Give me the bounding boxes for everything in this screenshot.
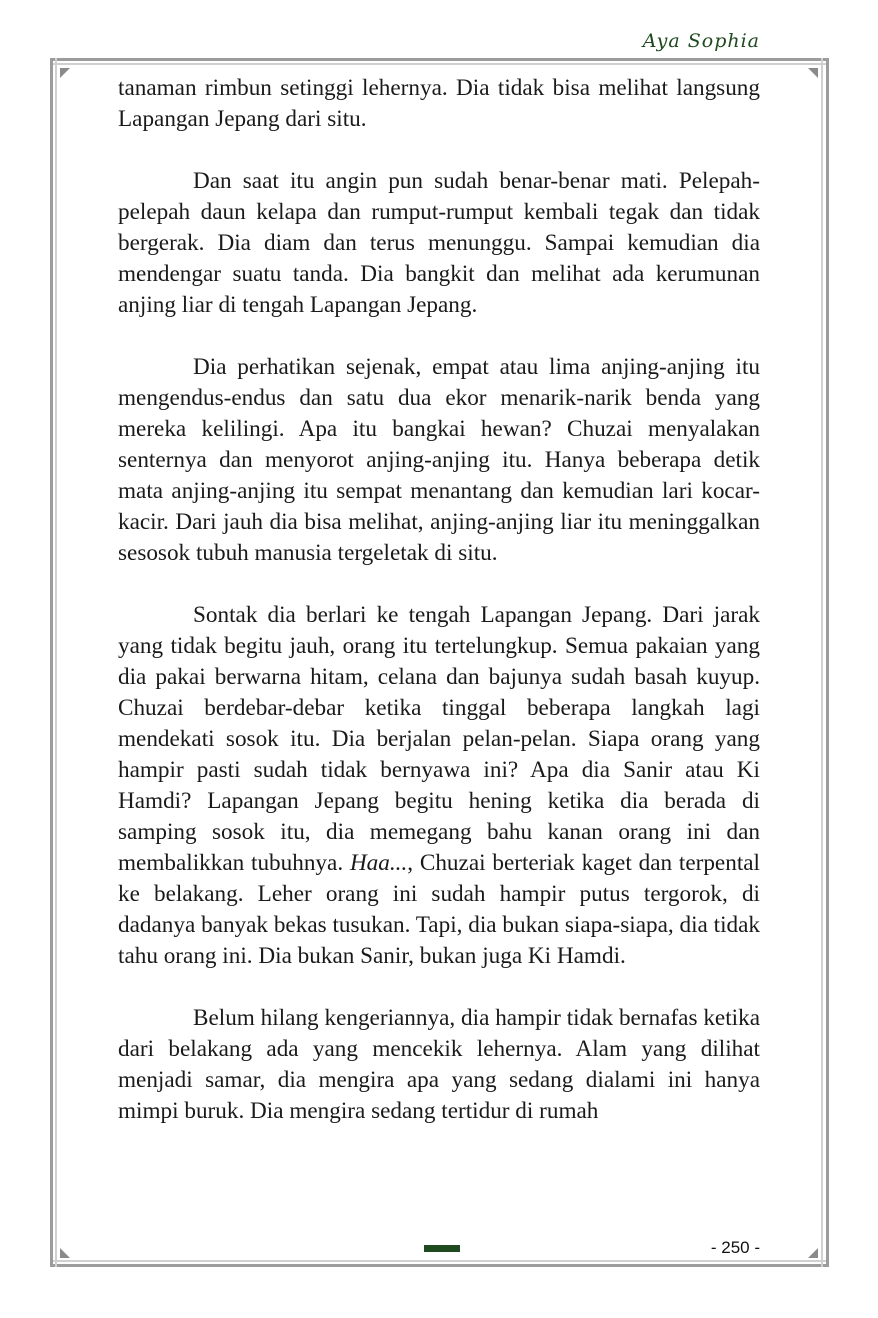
paragraph-4-part-2: , Chuzai berteriak kaget dan terpental ke belakang. Leher orang ini sudah hampir putus tergorok, di dadanya banyak bekas tusukan. Tapi, dia bukan siapa-siapa, dia tidak tahu orang ini. Dia bukan Sanir, bukan juga Ki Hamdi. bbox=[118, 850, 760, 969]
paragraph-1: tanaman rimbun setinggi lehernya. Dia tidak bisa melihat langsung Lapangan Jepang dari situ. bbox=[118, 75, 760, 132]
corner-ornament-top-left bbox=[60, 68, 70, 78]
body-text bbox=[118, 73, 760, 1158]
paragraph-4-part-1: Sontak dia berlari ke tengah Lapangan Jepang. Dari jarak yang tidak begitu jauh, orang itu tertelungkup. Semua pakaian yang dia pakai berwarna hitam, celana dan bajunya sudah basah kuyup. Chuzai berdebar-debar ketika tinggal beberapa langkah lagi mendekati sosok itu. Dia berjalan pelan-pelan. Siapa orang yang hampir pasti sudah tidak bernyawa ini? Apa dia Sanir atau Ki Hamdi? Lapangan Jepang begitu hening ketika dia berada di samping sosok itu, dia memegang bahu kanan orang ini dan membalikkan tubuhnya. bbox=[118, 602, 760, 876]
paragraph-5: Belum hilang kengeriannya, dia hampir tidak bernafas ketika dari belakang ada yang mencekik lehernya. Alam yang dilihat menjadi samar, dia mengira apa yang sedang dialami ini hanya mimpi buruk. Dia mengira sedang tertidur di rumah bbox=[118, 1005, 760, 1124]
paragraph-4-italic-exclamation: Haa... bbox=[349, 850, 408, 876]
running-header-title: Aya Sophia bbox=[642, 30, 760, 52]
footer-bar-ornament bbox=[424, 1245, 460, 1252]
paragraph-2: Dan saat itu angin pun sudah benar-benar mati. Pelepah-pelepah daun kelapa dan rumput-rumput kembali tegak dan tidak bergerak. Dia diam dan terus menunggu. Sampai kemudian dia mendengar suatu tanda. Dia bangkit dan melihat ada kerumunan anjing liar di tengah Lapangan Jepang. bbox=[118, 168, 760, 318]
corner-ornament-bottom-left bbox=[60, 1248, 70, 1258]
page-number: - 250 - bbox=[710, 1238, 760, 1257]
corner-ornament-bottom-right bbox=[808, 1248, 818, 1258]
corner-ornament-top-right bbox=[808, 68, 818, 78]
paragraph-3: Dia perhatikan sejenak, empat atau lima anjing-anjing itu mengendus-endus dan satu dua ekor menarik-narik benda yang mereka kelilingi. Apa itu bangkai hewan? Chuzai menyalakan senternya dan menyorot anjing-anjing itu. Hanya beberapa detik mata anjing-anjing itu sempat menantang dan kemudian lari kocar-kacir. Dari jauh dia bisa melihat, anjing-anjing liar itu meninggalkan sesosok tubuh manusia tergeletak di situ. bbox=[118, 354, 760, 566]
paragraph-4 bbox=[118, 600, 760, 972]
